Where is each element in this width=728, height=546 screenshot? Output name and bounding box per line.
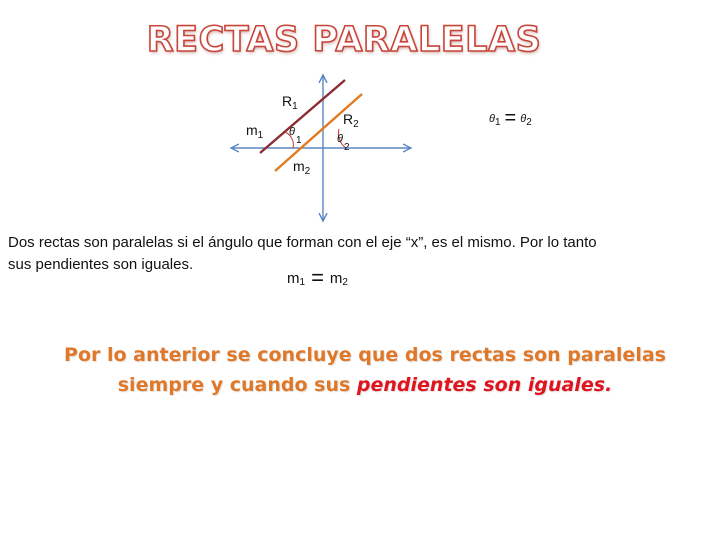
slope-equation xyxy=(287,265,348,291)
line-r2-label: $R_2$ xyxy=(343,111,359,130)
conclusion-period: . xyxy=(605,374,613,396)
slope-equation-left-sub: 1 xyxy=(299,277,306,288)
slope-equation-left: m xyxy=(287,270,300,287)
conclusion-highlight: pendientes son iguales xyxy=(356,374,606,396)
angle-theta2-label: θ2 xyxy=(337,133,350,153)
angle-equation: θ1 = θ2 xyxy=(489,107,532,129)
slope-m2-label: $m_2$ xyxy=(293,158,311,177)
conclusion-text xyxy=(60,340,670,400)
conclusion-main: Por lo anterior se concluye que dos rectas son paralelas siempre y cuando sus xyxy=(64,344,666,396)
slope-equation-right-sub: 2 xyxy=(342,277,348,288)
angle-theta1-label: θ1 xyxy=(289,126,302,146)
page-title: RECTAS PARALELAS xyxy=(146,20,542,60)
line-r1-label: $R_1$ xyxy=(282,93,298,112)
parallel-definition-text: Dos rectas son paralelas si el ángulo que forman con el eje “x”, es el mismo. Por lo tanto sus pendientes son iguales. xyxy=(8,234,597,273)
slope-equation-right: m xyxy=(329,270,343,287)
slope-equation-operator: = xyxy=(311,265,324,290)
slope-m1-label: $m_1$ xyxy=(246,122,264,141)
line-r1 xyxy=(260,80,345,153)
